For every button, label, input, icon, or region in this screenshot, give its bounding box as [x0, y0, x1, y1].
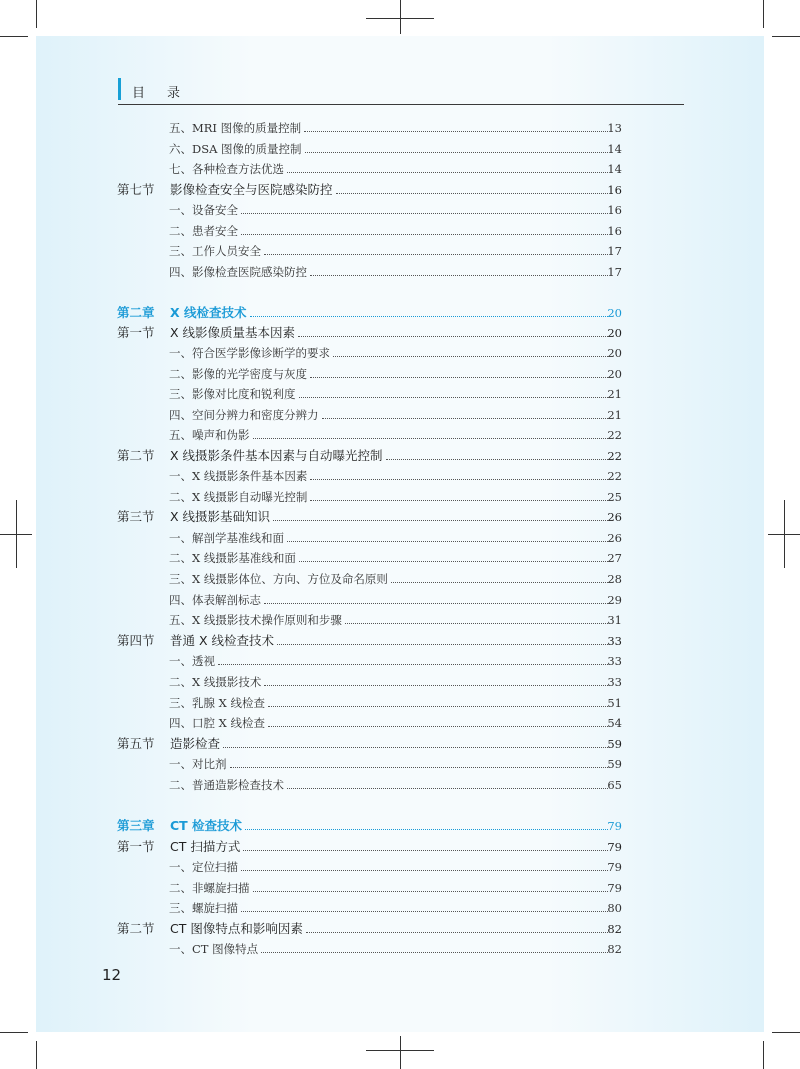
toc-page-number: 29	[607, 593, 622, 607]
toc-page-number: 80	[607, 901, 622, 915]
toc-label: 一、符合医学影像诊断学的要求	[169, 346, 330, 360]
toc-label: 二、非螺旋扫描	[169, 881, 250, 895]
toc-leader-dots	[287, 172, 608, 173]
toc-page-number: 65	[607, 778, 622, 792]
toc-label: 四、口腔 X 线检查	[169, 716, 265, 730]
toc-leader-dots	[273, 520, 608, 521]
toc-page-number: 21	[607, 387, 622, 401]
toc-label: 三、工作人员安全	[169, 244, 261, 258]
toc-leader-dots	[218, 664, 608, 665]
toc-leader-dots	[264, 685, 608, 686]
toc-item-row[interactable]	[0, 343, 800, 363]
toc-item-row[interactable]	[0, 221, 800, 241]
toc-leader-dots	[250, 316, 608, 317]
toc-label: 四、空间分辨力和密度分辨力	[169, 408, 319, 422]
toc-label: 一、对比剂	[169, 757, 227, 771]
toc-item-row[interactable]	[0, 693, 800, 713]
toc-section-row[interactable]	[0, 837, 800, 857]
toc-item-row[interactable]	[0, 651, 800, 671]
toc-label: 一、X 线摄影条件基本因素	[169, 469, 308, 483]
toc-leader-dots	[268, 726, 608, 727]
toc-label: 四、体表解剖标志	[169, 593, 261, 607]
toc-number: 第二节	[117, 921, 155, 936]
toc-page-number: 17	[607, 265, 622, 279]
toc-page-number: 79	[607, 840, 622, 854]
toc-page-number: 16	[607, 203, 622, 217]
toc-label: 四、影像检查医院感染防控	[169, 265, 307, 279]
toc-label: 六、DSA 图像的质量控制	[169, 142, 302, 156]
toc-label: 三、乳腺 X 线检查	[169, 696, 265, 710]
toc-item-row[interactable]	[0, 548, 800, 568]
toc-item-row[interactable]	[0, 754, 800, 774]
toc-section-row[interactable]	[0, 446, 800, 466]
toc-item-row[interactable]	[0, 672, 800, 692]
toc-label: 二、X 线摄影基准线和面	[169, 551, 296, 565]
toc-label: 五、噪声和伪影	[169, 428, 250, 442]
toc-leader-dots	[261, 952, 608, 953]
toc-page-number: 22	[607, 428, 622, 442]
toc-item-row[interactable]	[0, 139, 800, 159]
toc-item-row[interactable]	[0, 590, 800, 610]
toc-leader-dots	[277, 644, 608, 645]
toc-label: CT 扫描方式	[170, 839, 241, 854]
toc-leader-dots	[264, 603, 608, 604]
toc-label: CT 检查技术	[170, 818, 243, 833]
toc-leader-dots	[243, 850, 608, 851]
toc-page-number: 33	[607, 675, 622, 689]
toc-leader-dots	[322, 418, 608, 419]
toc-leader-dots	[386, 459, 608, 460]
toc-label: 二、X 线摄影自动曝光控制	[169, 490, 308, 504]
toc-leader-dots	[241, 870, 608, 871]
toc-label: X 线摄影基础知识	[170, 509, 271, 524]
toc-item-row[interactable]	[0, 528, 800, 548]
toc-label: 三、影像对比度和锐利度	[169, 387, 296, 401]
toc-leader-dots	[336, 193, 608, 194]
toc-page-number: 54	[607, 716, 622, 730]
toc-page-number: 22	[607, 449, 622, 463]
toc-leader-dots	[241, 911, 608, 912]
toc-page-number: 16	[607, 224, 622, 238]
toc-label: 造影检查	[170, 736, 221, 751]
toc-page-number: 26	[607, 510, 622, 524]
toc-label: 影像检查安全与医院感染防控	[170, 182, 333, 197]
toc-leader-dots	[245, 829, 608, 830]
toc-leader-dots	[268, 706, 608, 707]
toc-item-row[interactable]	[0, 364, 800, 384]
toc-leader-dots	[333, 356, 608, 357]
page-number: 12	[102, 966, 122, 984]
toc-section-row[interactable]	[0, 323, 800, 343]
toc-number: 第三节	[117, 509, 155, 524]
toc-page-number: 82	[607, 922, 622, 936]
toc-leader-dots	[298, 336, 608, 337]
toc-item-row[interactable]	[0, 857, 800, 877]
toc-page-number: 51	[607, 696, 622, 710]
toc-number: 第四节	[117, 633, 155, 648]
toc-page-number: 20	[607, 306, 622, 320]
toc-page-number: 33	[607, 634, 622, 648]
toc-number: 第七节	[117, 182, 155, 197]
toc-item-row[interactable]	[0, 713, 800, 733]
toc-page-number: 28	[607, 572, 622, 586]
toc-label: 五、X 线摄影技术操作原则和步骤	[169, 613, 342, 627]
toc-section-row[interactable]	[0, 919, 800, 939]
toc-number: 第二章	[117, 305, 155, 320]
toc-page-number: 20	[607, 346, 622, 360]
toc-leader-dots	[345, 623, 608, 624]
toc-item-row[interactable]	[0, 878, 800, 898]
toc-label: 三、螺旋扫描	[169, 901, 238, 915]
toc-label: CT 图像特点和影响因素	[170, 921, 303, 936]
toc-leader-dots	[310, 275, 608, 276]
toc-label: 七、各种检查方法优选	[169, 162, 284, 176]
toc-label: X 线摄影条件基本因素与自动曝光控制	[170, 448, 383, 463]
toc-section-row[interactable]	[0, 180, 800, 200]
toc-page-number: 79	[607, 881, 622, 895]
toc-item-row[interactable]	[0, 775, 800, 795]
toc-item-row[interactable]	[0, 241, 800, 261]
toc-leader-dots	[253, 438, 608, 439]
toc-item-row[interactable]	[0, 898, 800, 918]
toc-number: 第三章	[117, 818, 155, 833]
toc-leader-dots	[310, 479, 608, 480]
toc-leader-dots	[223, 747, 608, 748]
toc-page-number: 20	[607, 326, 622, 340]
toc-item-row[interactable]	[0, 262, 800, 282]
toc-item-row[interactable]	[0, 569, 800, 589]
toc-item-row[interactable]	[0, 200, 800, 220]
toc-section-row[interactable]	[0, 631, 800, 651]
toc-leader-dots	[306, 932, 608, 933]
toc-leader-dots	[264, 254, 608, 255]
toc-page-number: 79	[607, 860, 622, 874]
toc-leader-dots	[241, 213, 608, 214]
toc-leader-dots	[287, 541, 608, 542]
toc-leader-dots	[299, 561, 608, 562]
toc-label: X 线影像质量基本因素	[170, 325, 296, 340]
toc-label: 一、解剖学基准线和面	[169, 531, 284, 545]
toc-leader-dots	[391, 582, 608, 583]
toc-page-number: 25	[607, 490, 622, 504]
toc-item-row[interactable]	[0, 466, 800, 486]
toc-item-row[interactable]	[0, 405, 800, 425]
toc-label: 一、CT 图像特点	[169, 942, 259, 956]
toc-page-number: 17	[607, 244, 622, 258]
toc-page-number: 79	[607, 819, 622, 833]
toc-label: 一、定位扫描	[169, 860, 238, 874]
toc-item-row[interactable]	[0, 425, 800, 445]
toc-leader-dots	[230, 767, 608, 768]
toc-item-row[interactable]	[0, 384, 800, 404]
toc-page-number: 22	[607, 469, 622, 483]
toc-page-number: 14	[607, 142, 622, 156]
toc-label: 三、X 线摄影体位、方向、方位及命名原则	[169, 572, 388, 586]
toc-item-row[interactable]	[0, 118, 800, 138]
toc-page-number: 59	[607, 737, 622, 751]
toc-label: 普通 X 线检查技术	[170, 633, 275, 648]
toc-label: 一、设备安全	[169, 203, 238, 217]
toc-page-number: 82	[607, 942, 622, 956]
toc-leader-dots	[305, 152, 608, 153]
toc-item-row[interactable]	[0, 939, 800, 959]
toc-leader-dots	[310, 377, 608, 378]
toc-number: 第一节	[117, 325, 155, 340]
toc-number: 第二节	[117, 448, 155, 463]
toc-leader-dots	[310, 500, 608, 501]
toc-label: 二、影像的光学密度与灰度	[169, 367, 307, 381]
toc-leader-dots	[287, 788, 608, 789]
toc-page-number: 21	[607, 408, 622, 422]
toc-item-row[interactable]	[0, 159, 800, 179]
header-title: 目录	[132, 86, 203, 101]
toc-chapter-row[interactable]	[0, 303, 800, 323]
toc-page-number: 31	[607, 613, 622, 627]
toc-label: 五、MRI 图像的质量控制	[169, 121, 302, 135]
toc-item-row[interactable]	[0, 610, 800, 630]
toc-leader-dots	[299, 397, 608, 398]
toc-leader-dots	[241, 234, 608, 235]
toc-item-row[interactable]	[0, 487, 800, 507]
toc-label: X 线检查技术	[170, 305, 247, 320]
toc-number: 第五节	[117, 736, 155, 751]
toc-page-number: 27	[607, 551, 622, 565]
toc-section-row[interactable]	[0, 507, 800, 527]
toc-number: 第一节	[117, 839, 155, 854]
toc-section-row[interactable]	[0, 734, 800, 754]
toc-label: 二、普通造影检查技术	[169, 778, 284, 792]
toc-page-number: 33	[607, 654, 622, 668]
toc-page-number: 20	[607, 367, 622, 381]
toc-page-number: 26	[607, 531, 622, 545]
toc-label: 一、透视	[169, 654, 215, 668]
toc-label: 二、X 线摄影技术	[169, 675, 262, 689]
toc-label: 二、患者安全	[169, 224, 238, 238]
toc-page-number: 13	[607, 121, 622, 135]
toc-leader-dots	[253, 891, 608, 892]
toc-leader-dots	[304, 131, 608, 132]
toc-chapter-row[interactable]	[0, 816, 800, 836]
toc-page-number: 16	[607, 183, 622, 197]
toc-page-number: 14	[607, 162, 622, 176]
toc-page-number: 59	[607, 757, 622, 771]
